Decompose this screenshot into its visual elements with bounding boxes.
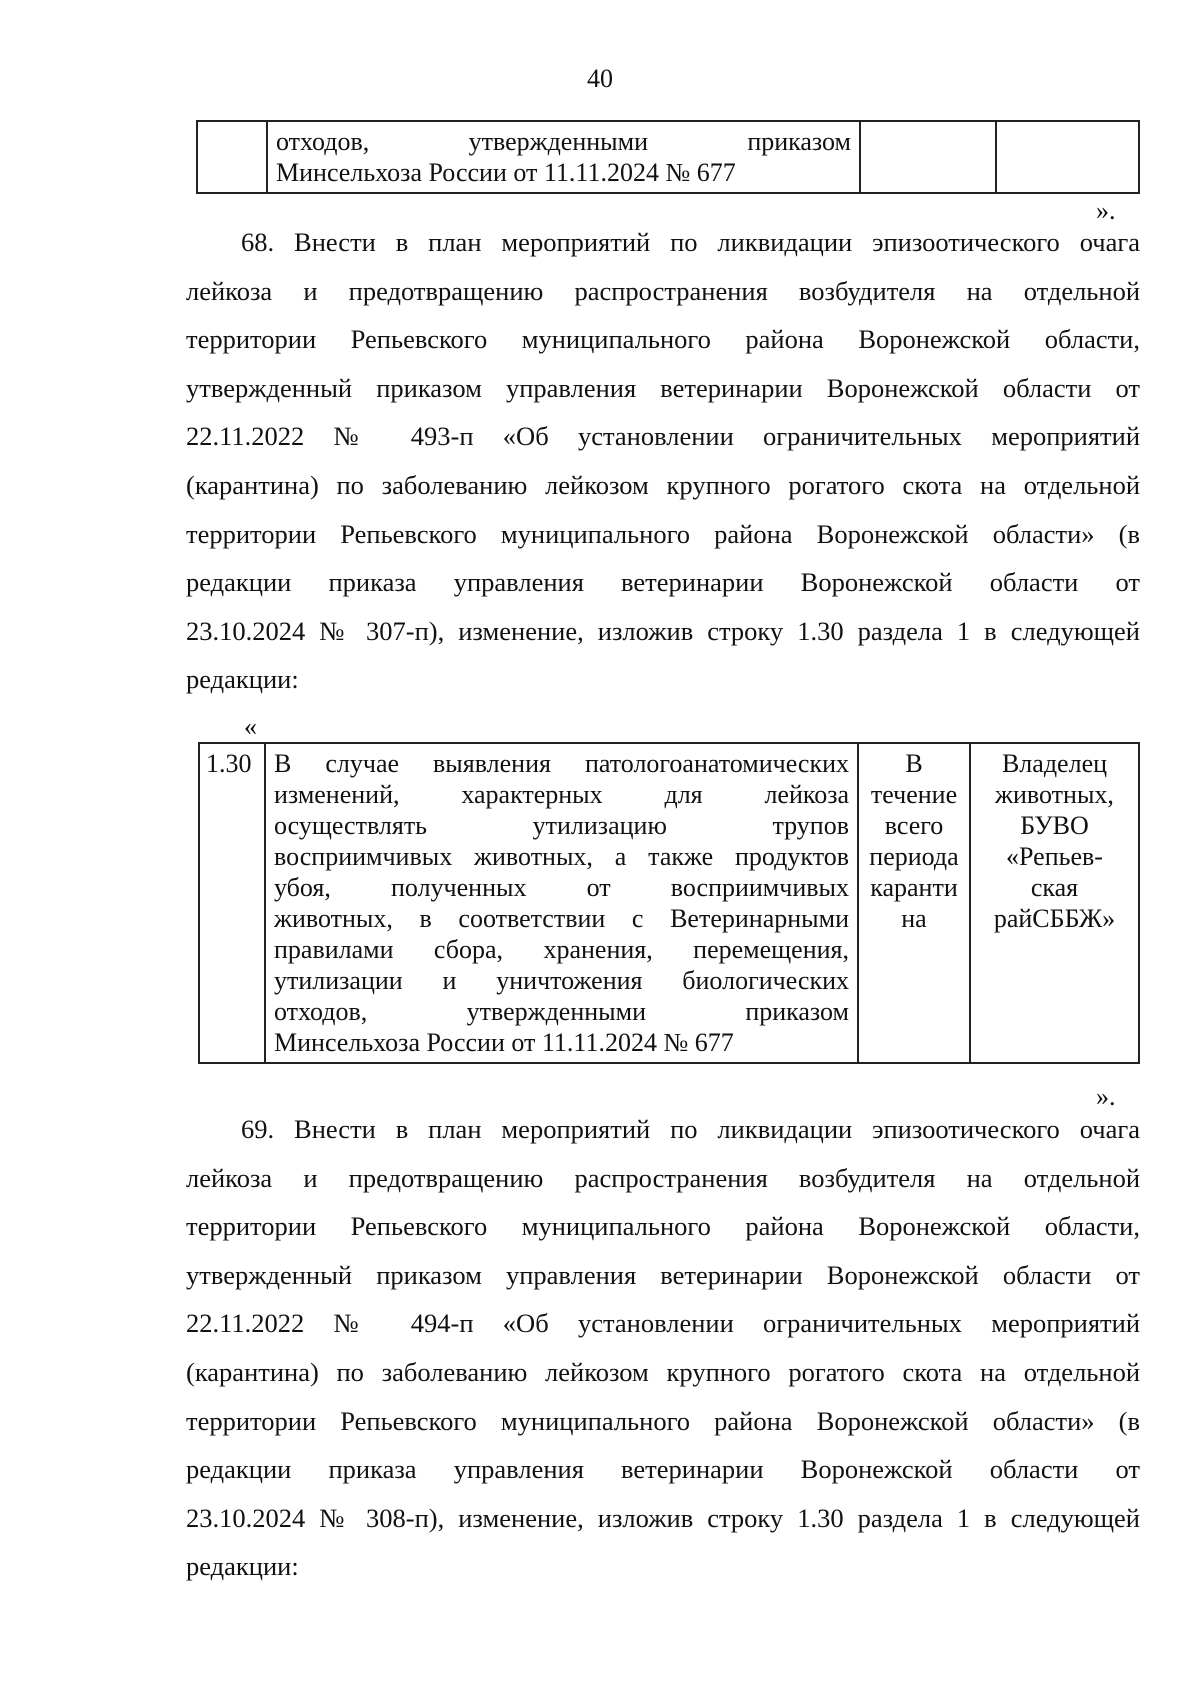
paragraph-line: 23.10.2024 № 307-п), изменение, изложив строку 1.30 раздела 1 в следующей [186, 615, 1140, 646]
paragraph-68 [186, 218, 1140, 704]
term-cell [858, 743, 970, 1063]
table-row [197, 121, 1139, 193]
description-line: отходов, утвержденными приказом [276, 127, 851, 156]
paragraph-line: утвержденный приказом управления ветеринарии Воронежской области от [186, 372, 1140, 403]
paragraph-line: редакции приказа управления ветеринарии Воронежской области от [186, 1454, 1140, 1485]
paragraph-line: лейкоза и предотвращению распространения возбудителя на отдельной [186, 275, 1140, 306]
paragraph-line: редакции: [186, 1551, 299, 1582]
paragraph-line: (карантина) по заболеванию лейкозом крупного рогатого скота на отдельной [186, 1356, 1140, 1387]
paragraph-line: редакции приказа управления ветеринарии Воронежской области от [186, 567, 1140, 598]
description-line: изменений, характерных для лейкоза [274, 780, 849, 809]
responsible-line: БУВО [1020, 811, 1089, 840]
description-cell [267, 121, 860, 193]
paragraph-line: 68. Внести в план мероприятий по ликвидации эпизоотического очага [241, 227, 1140, 257]
paragraph-line: 69. Внести в план мероприятий по ликвидации эпизоотического очага [241, 1114, 1140, 1144]
description-line: правилами сбора, хранения, перемещения, [274, 935, 849, 964]
paragraph-line: лейкоза и предотвращению распространения возбудителя на отдельной [186, 1162, 1140, 1193]
paragraph-line: утвержденный приказом управления ветеринарии Воронежской области от [186, 1259, 1140, 1290]
description-line: утилизации и уничтожения биологических [274, 966, 849, 995]
opening-quote: « [244, 712, 257, 741]
description-line: убоя, полученных от восприимчивых [274, 873, 849, 902]
term-line: течение [870, 780, 958, 809]
paragraph-line: редакции: [186, 664, 299, 695]
row-number: 1.30 [206, 749, 252, 778]
paragraph-line: 22.11.2022 № 494-п «Об установлении ограничительных мероприятий [186, 1308, 1140, 1339]
responsible-cell [996, 121, 1139, 193]
amendment-table [198, 742, 1140, 1064]
term-line: на [901, 904, 927, 933]
description-cell [265, 743, 858, 1063]
description-line: осуществлять утилизацию трупов [274, 811, 849, 840]
responsible-cell [970, 743, 1139, 1063]
paragraph-line: 22.11.2022 № 493-п «Об установлении ограничительных мероприятий [186, 421, 1140, 452]
closing-quote: ». [1096, 196, 1116, 225]
responsible-line: животных, [995, 780, 1114, 809]
paragraph-line: (карантина) по заболеванию лейкозом крупного рогатого скота на отдельной [186, 469, 1140, 500]
description-line: Минсельхоза России от 11.11.2024 № 677 [276, 158, 736, 187]
description-line: В случае выявления патологоанатомических [274, 749, 849, 778]
table-row [199, 743, 1139, 1063]
row-number-cell [199, 743, 265, 1063]
description-line: Минсельхоза России от 11.11.2024 № 677 [274, 1028, 734, 1057]
responsible-line: ская [1030, 873, 1079, 902]
paragraph-69 [186, 1105, 1140, 1591]
term-line: каранти [870, 873, 958, 902]
responsible-line: райСББЖ» [993, 904, 1116, 933]
responsible-line: Владелец [1001, 749, 1108, 778]
page-number: 40 [587, 64, 613, 93]
term-line: всего [884, 811, 944, 840]
description-line: восприимчивых животных, а также продуктов [274, 842, 849, 871]
paragraph-line: территории Репьевского муниципального района Воронежской области» (в [186, 518, 1140, 549]
paragraph-line: 23.10.2024 № 308-п), изменение, изложив строку 1.30 раздела 1 в следующей [186, 1502, 1140, 1533]
number-cell [197, 121, 267, 193]
description-line: животных, в соответствии с Ветеринарными [274, 904, 849, 933]
continued-table [196, 120, 1140, 194]
term-line: В [905, 749, 923, 778]
closing-quote: ». [1096, 1082, 1116, 1111]
responsible-line: «Репьев- [1006, 842, 1103, 871]
paragraph-line: территории Репьевского муниципального района Воронежской области, [186, 324, 1140, 355]
paragraph-line: территории Репьевского муниципального района Воронежской области» (в [186, 1405, 1140, 1436]
paragraph-line: территории Репьевского муниципального района Воронежской области, [186, 1211, 1140, 1242]
description-line: отходов, утвержденными приказом [274, 997, 849, 1026]
term-cell [860, 121, 996, 193]
term-line: периода [869, 842, 959, 871]
